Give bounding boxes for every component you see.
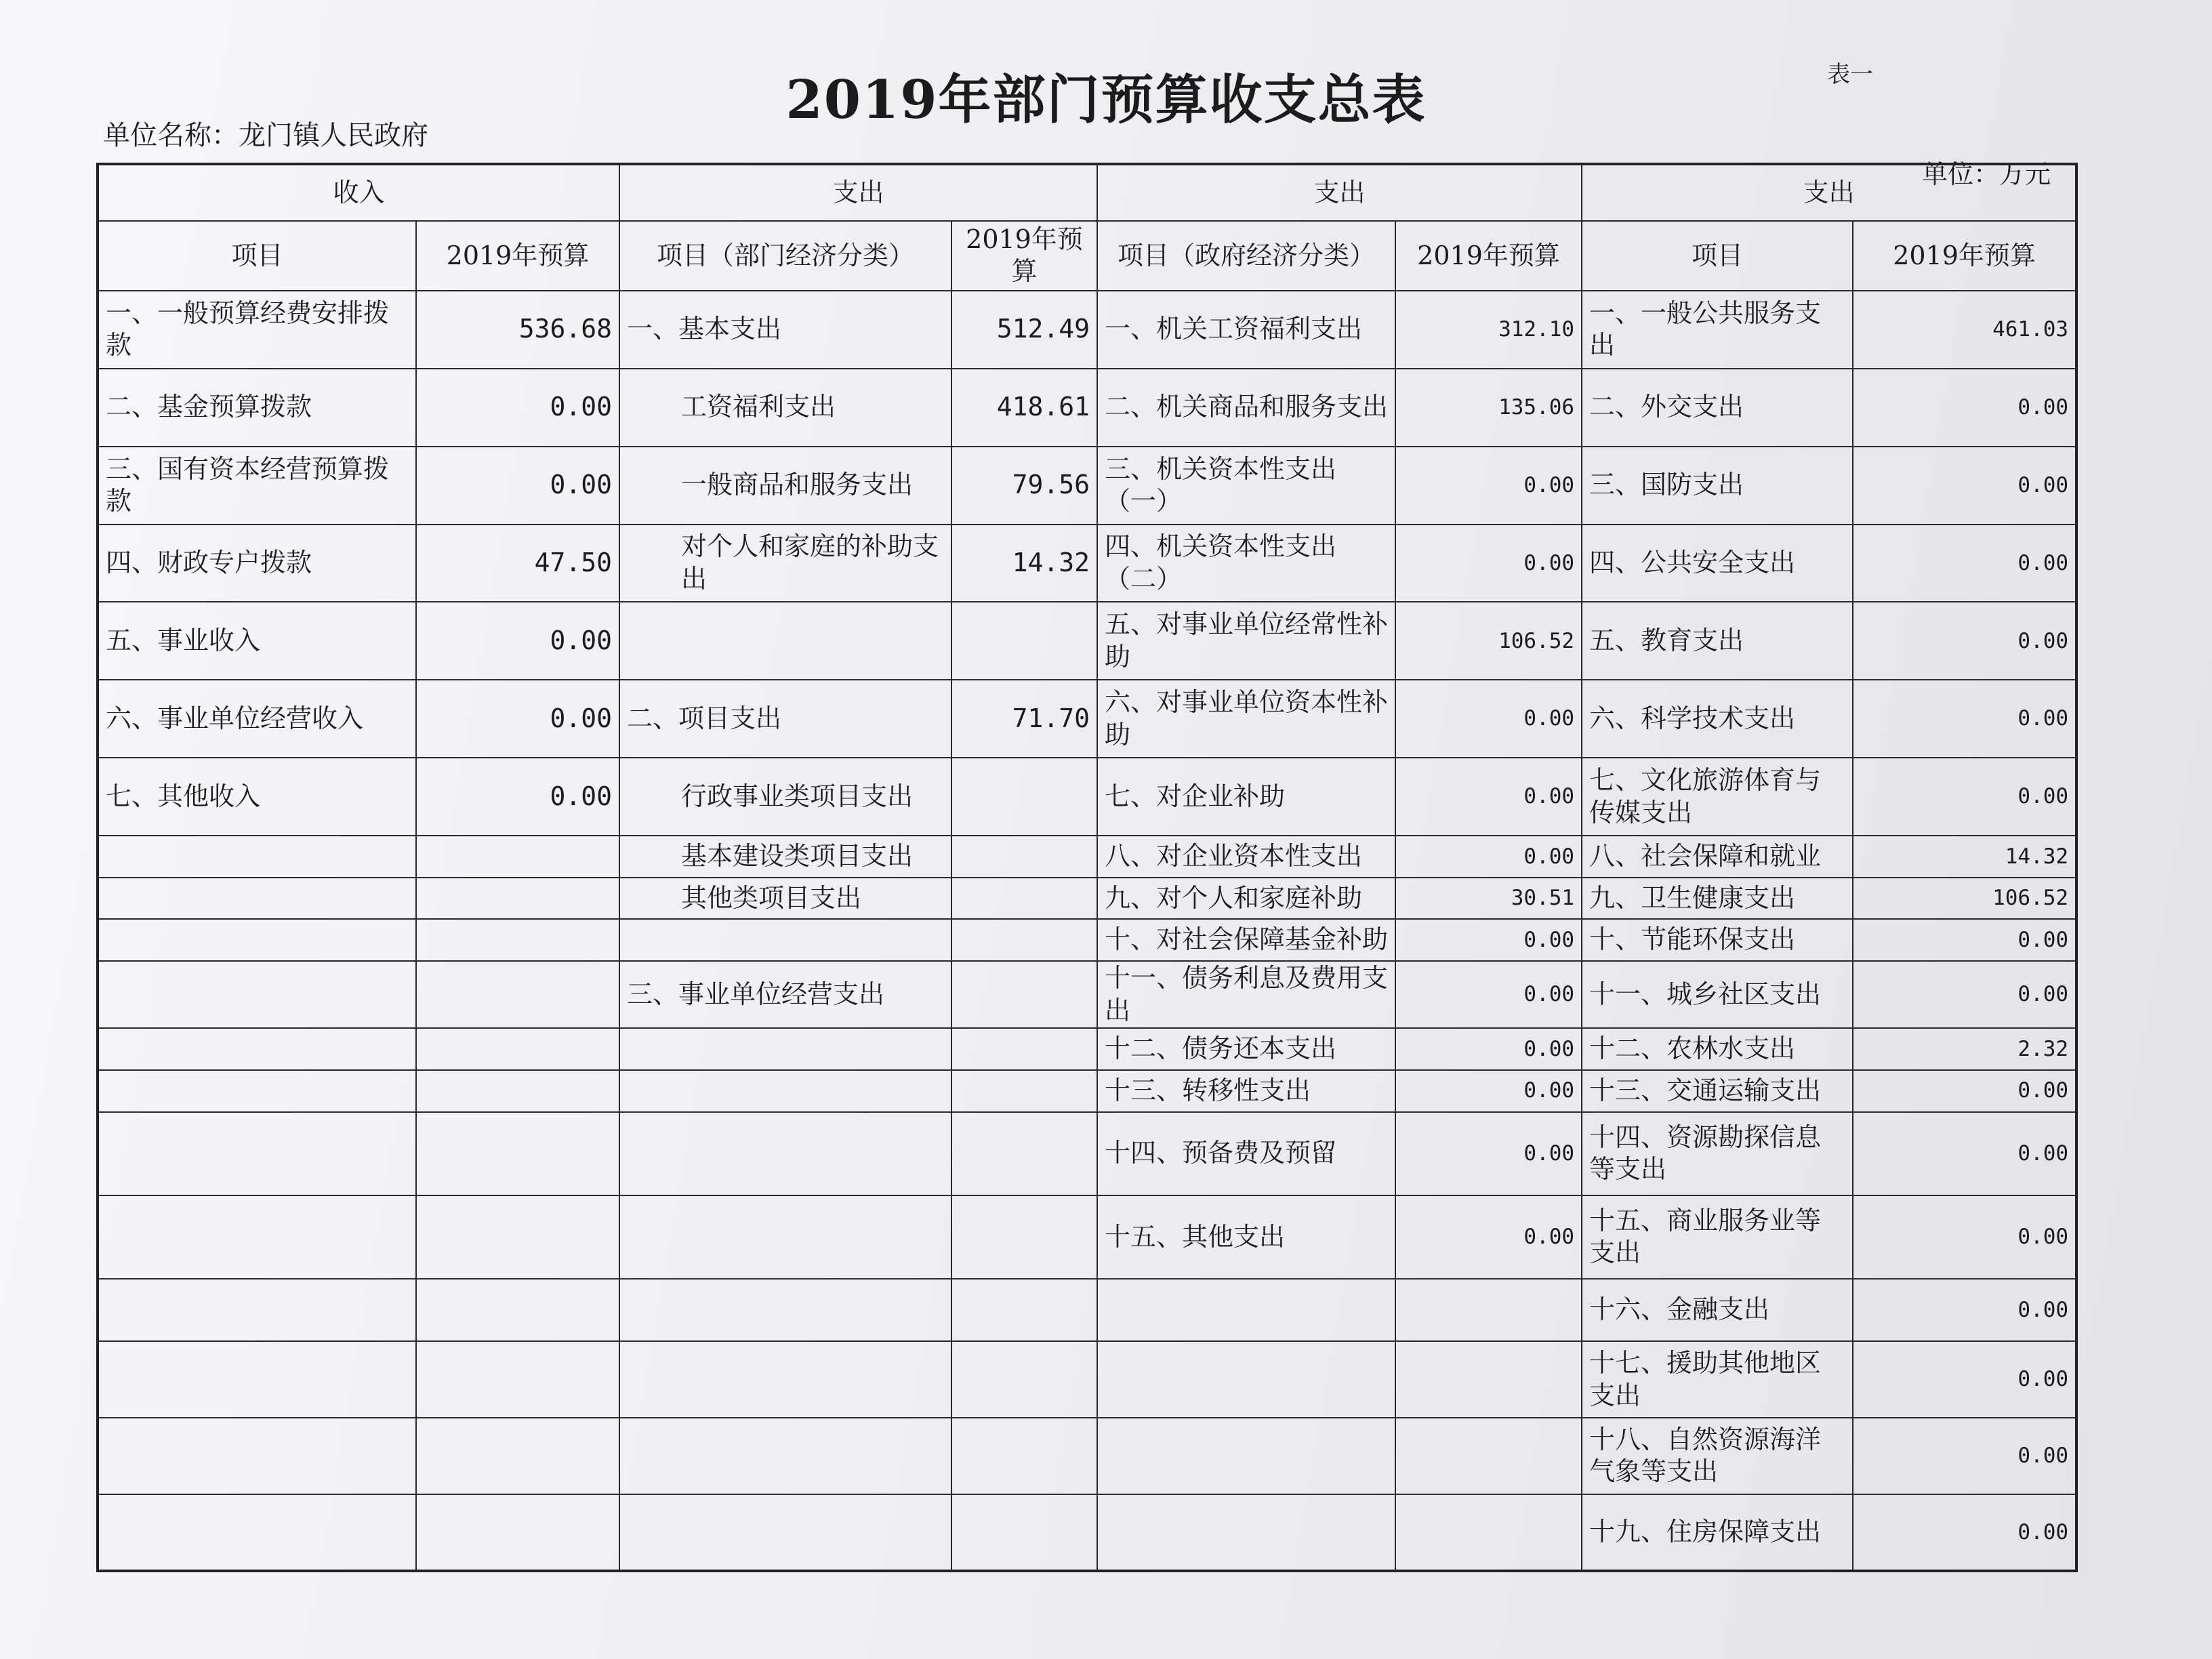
gov-item (1097, 1418, 1395, 1494)
income-item (98, 919, 416, 961)
income-value: 536.68 (416, 291, 619, 369)
gov-item: 七、对企业补助 (1097, 758, 1395, 836)
gov-value: 312.10 (1395, 291, 1582, 369)
table-row (98, 1279, 2076, 1341)
table-row (98, 961, 2076, 1029)
func-value: 0.00 (1853, 602, 2076, 680)
func-value: 2.32 (1853, 1028, 2076, 1070)
dept-value (951, 1112, 1097, 1195)
table-row (98, 1494, 2076, 1571)
dept-item (619, 1494, 951, 1571)
header-income-item: 项目 (98, 221, 416, 291)
gov-value (1395, 1418, 1582, 1494)
dept-item (619, 919, 951, 961)
income-value (416, 1494, 619, 1571)
income-item (98, 1070, 416, 1112)
func-value: 0.00 (1853, 1112, 2076, 1195)
table-row (98, 1195, 2076, 1279)
table-row (98, 1028, 2076, 1070)
dept-value (951, 961, 1097, 1029)
dept-item: 二、项目支出 (619, 680, 951, 758)
income-value (416, 1028, 619, 1070)
dept-value (951, 1028, 1097, 1070)
dept-value (951, 602, 1097, 680)
dept-item (619, 1418, 951, 1494)
dept-item: 工资福利支出 (619, 369, 951, 447)
func-value: 461.03 (1853, 291, 2076, 369)
income-value (416, 836, 619, 878)
gov-item: 六、对事业单位资本性补助 (1097, 680, 1395, 758)
gov-value: 0.00 (1395, 1028, 1582, 1070)
income-value (416, 1070, 619, 1112)
func-item: 十七、援助其他地区支出 (1582, 1341, 1853, 1418)
gov-value: 0.00 (1395, 758, 1582, 836)
func-item: 十三、交通运输支出 (1582, 1070, 1853, 1112)
dept-item: 行政事业类项目支出 (619, 758, 951, 836)
dept-value (951, 1070, 1097, 1112)
func-value: 0.00 (1853, 919, 2076, 961)
income-value (416, 1195, 619, 1279)
func-value: 0.00 (1853, 1494, 2076, 1571)
income-value (416, 1341, 619, 1418)
section-header-row (98, 164, 2076, 221)
income-value: 0.00 (416, 447, 619, 525)
dept-value (951, 758, 1097, 836)
gov-item: 九、对个人和家庭补助 (1097, 878, 1395, 920)
dept-value: 71.70 (951, 680, 1097, 758)
dept-value (951, 1494, 1097, 1571)
func-item: 二、外交支出 (1582, 369, 1853, 447)
func-value: 0.00 (1853, 447, 2076, 525)
func-item: 十二、农林水支出 (1582, 1028, 1853, 1070)
func-value: 0.00 (1853, 680, 2076, 758)
income-value (416, 1112, 619, 1195)
income-item: 一、一般预算经费安排拨款 (98, 291, 416, 369)
func-value: 0.00 (1853, 961, 2076, 1029)
gov-item: 二、机关商品和服务支出 (1097, 369, 1395, 447)
gov-value (1395, 1341, 1582, 1418)
income-item: 五、事业收入 (98, 602, 416, 680)
dept-value (951, 836, 1097, 878)
header-income-budget: 2019年预算 (416, 221, 619, 291)
dept-item (619, 1112, 951, 1195)
dept-item: 基本建设类项目支出 (619, 836, 951, 878)
section-expenditure-dept: 支出 (619, 164, 1097, 221)
column-header-row (98, 221, 2076, 291)
dept-item (619, 1195, 951, 1279)
func-item: 一、一般公共服务支出 (1582, 291, 1853, 369)
dept-value: 512.49 (951, 291, 1097, 369)
gov-value (1395, 1494, 1582, 1571)
table-row (98, 447, 2076, 525)
gov-value: 0.00 (1395, 680, 1582, 758)
gov-item (1097, 1341, 1395, 1418)
section-income: 收入 (98, 164, 619, 221)
income-item (98, 1418, 416, 1494)
income-value (416, 1279, 619, 1341)
income-item (98, 1494, 416, 1571)
func-value: 0.00 (1853, 1195, 2076, 1279)
income-value (416, 1418, 619, 1494)
gov-item: 五、对事业单位经常性补助 (1097, 602, 1395, 680)
income-value: 47.50 (416, 525, 619, 602)
func-item: 十四、资源勘探信息等支出 (1582, 1112, 1853, 1195)
table-row (98, 1341, 2076, 1418)
table-row (98, 1418, 2076, 1494)
gov-value: 135.06 (1395, 369, 1582, 447)
dept-item: 一般商品和服务支出 (619, 447, 951, 525)
gov-item: 十五、其他支出 (1097, 1195, 1395, 1279)
table-row (98, 525, 2076, 602)
func-item: 三、国防支出 (1582, 447, 1853, 525)
dept-item: 三、事业单位经营支出 (619, 961, 951, 1029)
gov-value: 0.00 (1395, 525, 1582, 602)
table-row (98, 878, 2076, 920)
func-item: 五、教育支出 (1582, 602, 1853, 680)
table-row (98, 1112, 2076, 1195)
func-value: 0.00 (1853, 369, 2076, 447)
func-item: 十五、商业服务业等支出 (1582, 1195, 1853, 1279)
gov-item (1097, 1494, 1395, 1571)
gov-item: 十二、债务还本支出 (1097, 1028, 1395, 1070)
func-value: 0.00 (1853, 758, 2076, 836)
section-expenditure-func: 支出 (1582, 164, 2076, 221)
income-item (98, 1195, 416, 1279)
gov-value: 106.52 (1395, 602, 1582, 680)
table-row (98, 602, 2076, 680)
header-gov-item: 项目（政府经济分类） (1097, 221, 1395, 291)
income-item (98, 1279, 416, 1341)
dept-value (951, 919, 1097, 961)
income-item (98, 961, 416, 1029)
gov-item: 十四、预备费及预留 (1097, 1112, 1395, 1195)
income-item: 四、财政专户拨款 (98, 525, 416, 602)
header-func-budget: 2019年预算 (1853, 221, 2076, 291)
gov-value: 0.00 (1395, 836, 1582, 878)
dept-value (951, 1341, 1097, 1418)
gov-item: 三、机关资本性支出（一） (1097, 447, 1395, 525)
dept-value (951, 878, 1097, 920)
header-func-item: 项目 (1582, 221, 1853, 291)
gov-value: 30.51 (1395, 878, 1582, 920)
income-item (98, 1112, 416, 1195)
func-value: 0.00 (1853, 1418, 2076, 1494)
func-item: 十一、城乡社区支出 (1582, 961, 1853, 1029)
sheet-number: 表一 (1827, 61, 1873, 88)
income-item: 七、其他收入 (98, 758, 416, 836)
unit-label: 单位：万元 (1921, 159, 2051, 189)
income-item (98, 1028, 416, 1070)
func-item: 九、卫生健康支出 (1582, 878, 1853, 920)
dept-item (619, 1279, 951, 1341)
income-item: 三、国有资本经营预算拨款 (98, 447, 416, 525)
table-row (98, 836, 2076, 878)
gov-value: 0.00 (1395, 1195, 1582, 1279)
gov-item: 十一、债务利息及费用支出 (1097, 961, 1395, 1029)
dept-item: 一、基本支出 (619, 291, 951, 369)
gov-value (1395, 1279, 1582, 1341)
dept-item (619, 1028, 951, 1070)
income-value: 0.00 (416, 602, 619, 680)
section-expenditure-gov: 支出 (1097, 164, 1582, 221)
income-value: 0.00 (416, 369, 619, 447)
table-row (98, 291, 2076, 369)
income-item (98, 878, 416, 920)
func-item: 六、科学技术支出 (1582, 680, 1853, 758)
func-value: 0.00 (1853, 525, 2076, 602)
func-item: 十、节能环保支出 (1582, 919, 1853, 961)
table-row (98, 1070, 2076, 1112)
func-item: 八、社会保障和就业 (1582, 836, 1853, 878)
func-value: 0.00 (1853, 1279, 2076, 1341)
dept-value (951, 1418, 1097, 1494)
func-value: 0.00 (1853, 1341, 2076, 1418)
gov-value: 0.00 (1395, 447, 1582, 525)
income-value: 0.00 (416, 758, 619, 836)
income-value (416, 919, 619, 961)
dept-value: 79.56 (951, 447, 1097, 525)
table-row (98, 758, 2076, 836)
table-row (98, 369, 2076, 447)
dept-item (619, 602, 951, 680)
func-value: 0.00 (1853, 1070, 2076, 1112)
income-value: 0.00 (416, 680, 619, 758)
gov-item: 十三、转移性支出 (1097, 1070, 1395, 1112)
gov-value: 0.00 (1395, 961, 1582, 1029)
dept-value (951, 1195, 1097, 1279)
income-item (98, 1341, 416, 1418)
page-title: 2019年部门预算收支总表 (785, 69, 1427, 131)
gov-value: 0.00 (1395, 919, 1582, 961)
dept-value: 418.61 (951, 369, 1097, 447)
income-value (416, 961, 619, 1029)
header-dept-budget: 2019年预算 (951, 221, 1097, 291)
dept-item: 对个人和家庭的补助支出 (619, 525, 951, 602)
gov-item: 十、对社会保障基金补助 (1097, 919, 1395, 961)
income-item: 二、基金预算拨款 (98, 369, 416, 447)
func-value: 106.52 (1853, 878, 2076, 920)
gov-value: 0.00 (1395, 1112, 1582, 1195)
gov-item: 一、机关工资福利支出 (1097, 291, 1395, 369)
func-value: 14.32 (1853, 836, 2076, 878)
income-item: 六、事业单位经营收入 (98, 680, 416, 758)
income-item (98, 836, 416, 878)
gov-item (1097, 1279, 1395, 1341)
func-item: 十八、自然资源海洋气象等支出 (1582, 1418, 1853, 1494)
gov-item: 四、机关资本性支出（二） (1097, 525, 1395, 602)
dept-item (619, 1341, 951, 1418)
func-item: 四、公共安全支出 (1582, 525, 1853, 602)
func-item: 七、文化旅游体育与传媒支出 (1582, 758, 1853, 836)
header-dept-item: 项目（部门经济分类） (619, 221, 951, 291)
func-item: 十九、住房保障支出 (1582, 1494, 1853, 1571)
dept-item: 其他类项目支出 (619, 878, 951, 920)
organization-name: 单位名称：龙门镇人民政府 (103, 120, 428, 151)
budget-table (96, 163, 2078, 1572)
dept-value (951, 1279, 1097, 1341)
table-row (98, 680, 2076, 758)
func-item: 十六、金融支出 (1582, 1279, 1853, 1341)
table-row (98, 919, 2076, 961)
dept-value: 14.32 (951, 525, 1097, 602)
gov-item: 八、对企业资本性支出 (1097, 836, 1395, 878)
header-gov-budget: 2019年预算 (1395, 221, 1582, 291)
gov-value: 0.00 (1395, 1070, 1582, 1112)
dept-item (619, 1070, 951, 1112)
income-value (416, 878, 619, 920)
